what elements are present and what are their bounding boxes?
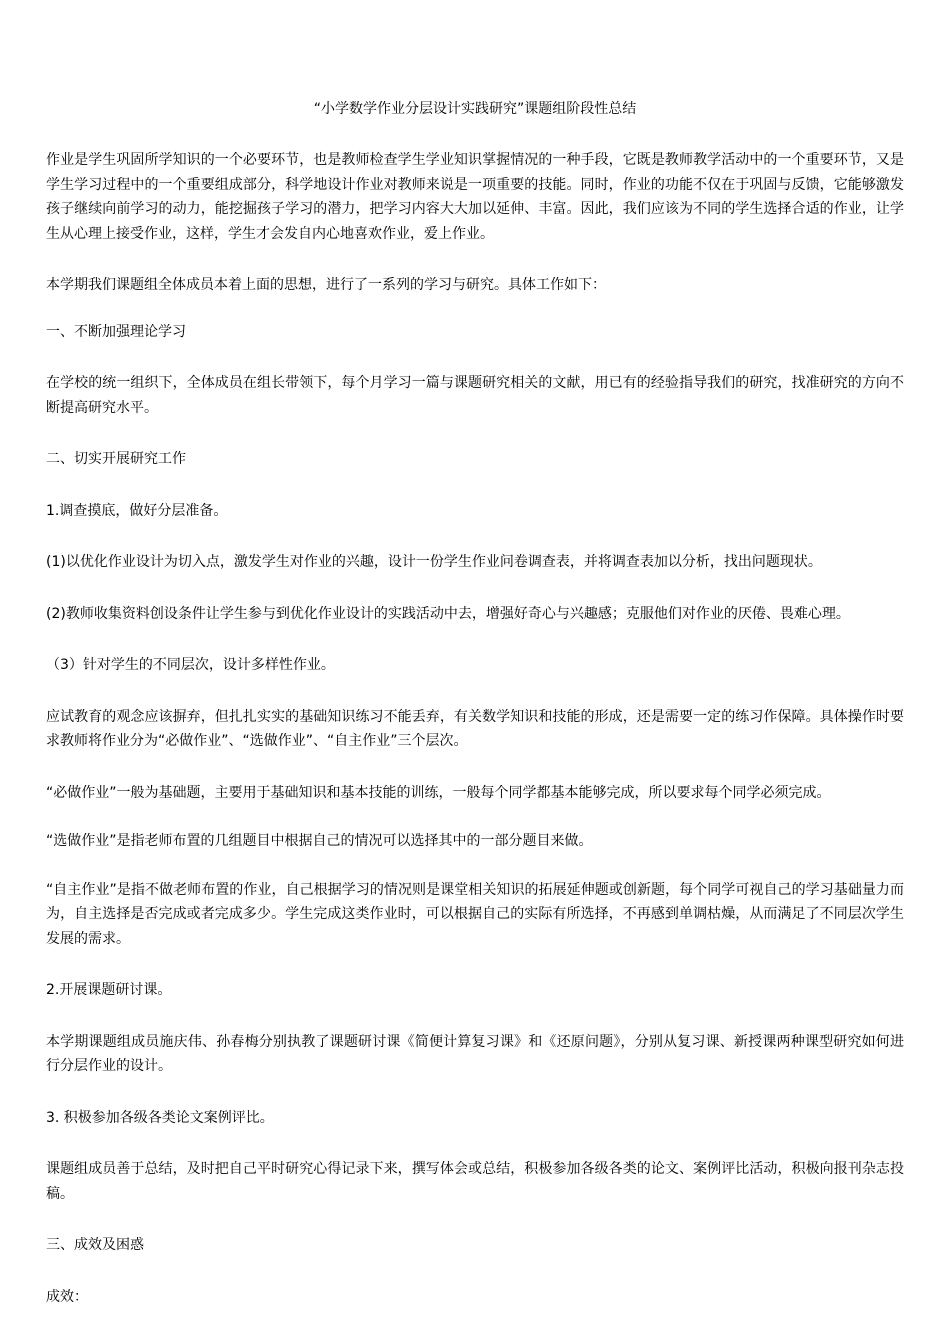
section-heading-2: 二、切实开展研究工作 <box>46 451 186 467</box>
paragraph-required-homework: “必做作业”一般为基础题，主要用于基础知识和基本技能的训练，一般每个同学都基本能够完成，所以要求每个同学必须完成。 <box>46 784 831 801</box>
paragraph-homework-levels: 应试教育的观念应该摒弃，但扎扎实实的基础知识练习不能丢弃，有关数学知识和技能的形成，还是需要一定的练习作保障。具体操作时要求教师将作业分为“必做作业”、“选做作业”、“自主作业”三个层次。 <box>46 708 904 749</box>
list-item-2: (2)教师收集资料创设条件让学生参与到优化作业设计的实践活动中去，增强好奇心与兴趣感；克服他们对作业的厌倦、畏难心理。 <box>46 605 850 622</box>
paragraph-self-homework: “自主作业”是指不做老师布置的作业，自己根据学习的情况则是课堂相关知识的拓展延伸题或创新题，每个同学可视自己的学习基础量力而为，自主选择是否完成或者完成多少。学生完成这类作业时，可以根据自己的实际有所选择，不再感到单调枯燥，从而满足了不同层次学生发展的需求。 <box>46 881 904 947</box>
subheading-seminar: 2.开展课题研讨课。 <box>46 982 172 998</box>
subheading-papers: 3. 积极参加各级各类论文案例评比。 <box>46 1109 274 1126</box>
section-heading-3: 三、成效及困惑 <box>46 1237 144 1253</box>
document-title: “小学数学作业分层设计实践研究”课题组阶段性总结 <box>313 101 637 117</box>
list-item-1: (1)以优化作业设计为切入点，激发学生对作业的兴趣，设计一份学生作业问卷调查表，并将调查表加以分析，找出问题现状。 <box>46 554 822 570</box>
paragraph-intro: 作业是学生巩固所学知识的一个必要环节，也是教师检查学生学业知识掌握情况的一种手段，它既是教师教学活动中的一个重要环节，又是学生学习过程中的一个重要组成部分，科学地设计作业对教师来说是一项重要的技能。同时，作业的功能不仅在于巩固与反馈，它能够激发孩子继续向前学习的动力，能挖掘孩子学习的潜力，把学习内容大大加以延伸、丰富。因此，我们应该为不同的学生选择合适的作业，让学生从心理上接受作业，这样，学生才会发自内心地喜欢作业，爱上作业。 <box>46 152 904 242</box>
paragraph-theory-study: 在学校的统一组织下，全体成员在组长带领下，每个月学习一篇与课题研究相关的文献，用已有的经验指导我们的研究，找准研究的方向不断提高研究水平。 <box>46 375 904 416</box>
paragraph-seminar: 本学期课题组成员施庆伟、孙春梅分别执教了课题研讨课《简便计算复习课》和《还原问题》，分别从复习课、新授课两种课型研究如何进行分层作业的设计。 <box>46 1033 904 1074</box>
subheading-survey: 1.调查摸底，做好分层准备。 <box>46 502 228 519</box>
paragraph-optional-homework: “选做作业”是指老师布置的几组题目中根据自己的情况可以选择其中的一部分题目来做。 <box>46 833 593 849</box>
paragraph-papers: 课题组成员善于总结，及时把自己平时研究心得记录下来，撰写体会或总结，积极参加各级各类的论文、案例评比活动，积极向报刊杂志投稿。 <box>46 1161 904 1202</box>
list-item-3: （3）针对学生的不同层次，设计多样性作业。 <box>46 657 335 673</box>
paragraph-overview: 本学期我们课题组全体成员本着上面的思想，进行了一系列的学习与研究。具体工作如下： <box>46 277 606 293</box>
paragraph-results-label: 成效： <box>46 1288 88 1305</box>
section-heading-1: 一、不断加强理论学习 <box>46 323 186 340</box>
